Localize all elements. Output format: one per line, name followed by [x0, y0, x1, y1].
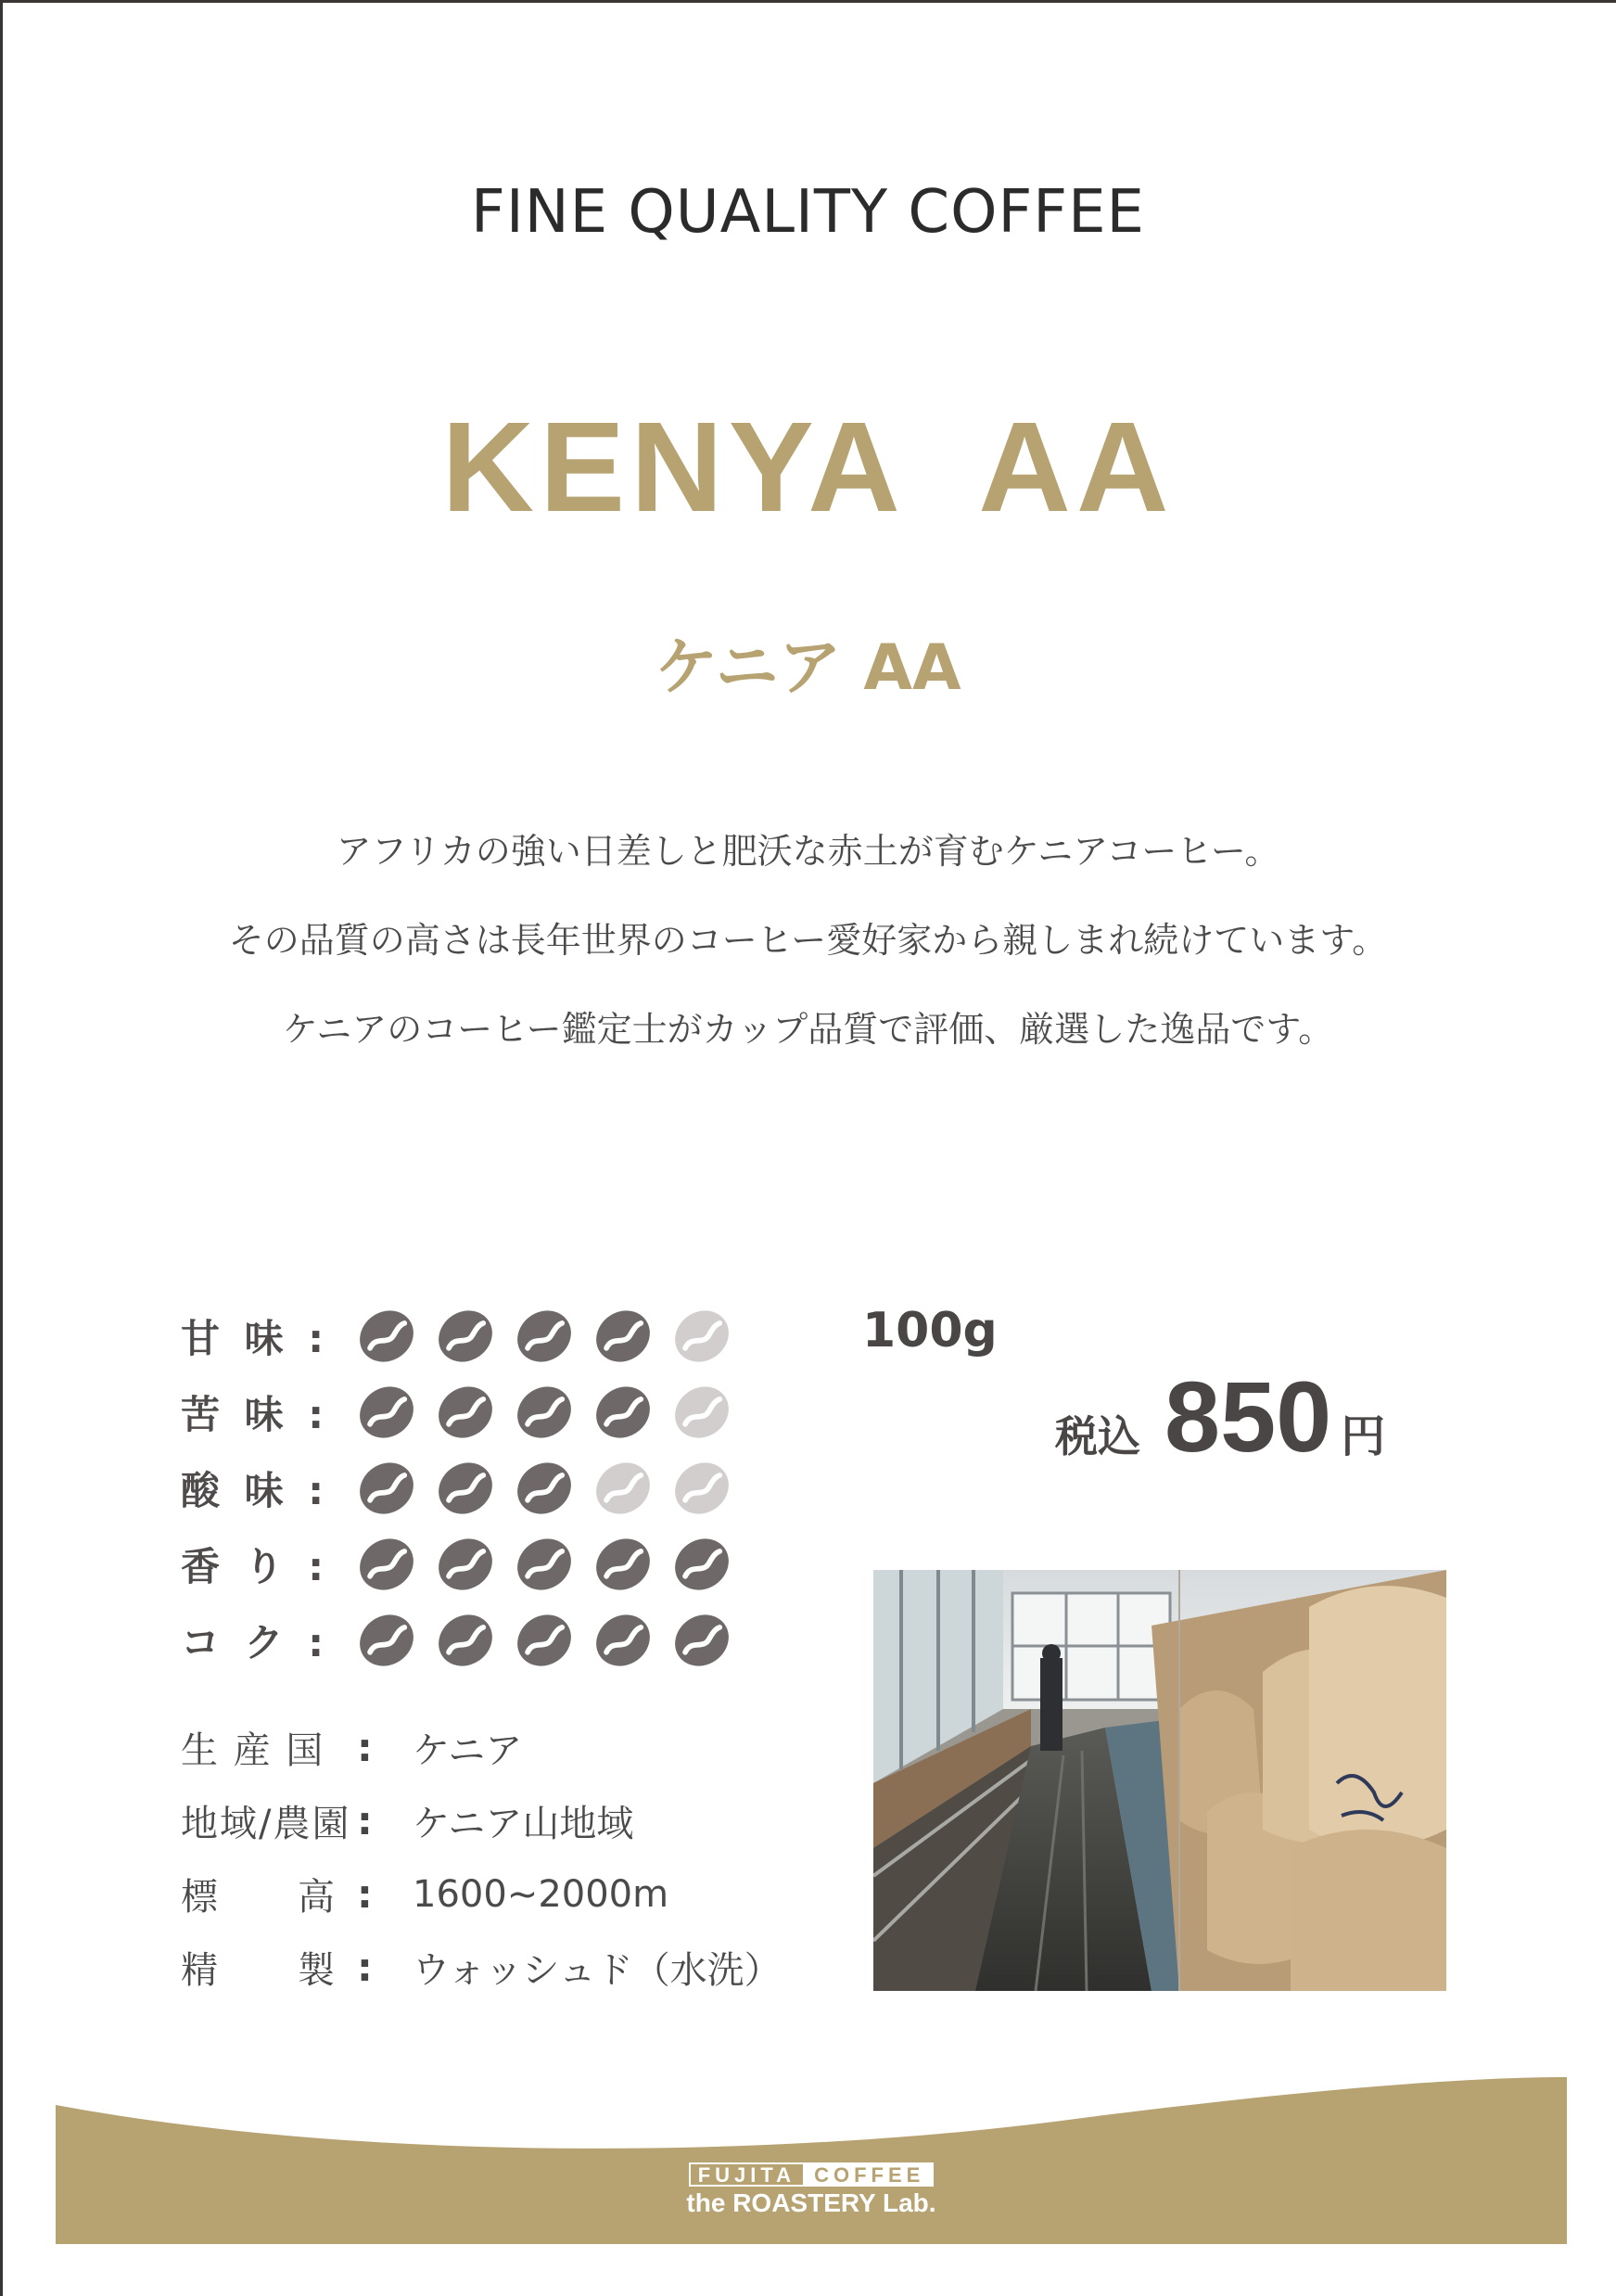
spec-row-region: [181, 1784, 782, 1857]
rating-label: 苦 味 :: [181, 1392, 330, 1437]
coffee-bean-filled-icon: [357, 1459, 416, 1518]
logo-top-line: [677, 2162, 946, 2187]
package-weight: 100g: [862, 1303, 998, 1358]
coffee-bean-filled-icon: [357, 1535, 416, 1594]
bean-rating: [357, 1459, 732, 1518]
spec-key: 地域/農園: [181, 1803, 351, 1845]
warehouse-photo: [873, 1570, 1446, 1991]
rating-row-acidity: [181, 1450, 732, 1526]
bean-rating: [357, 1307, 732, 1366]
tax-included-label: 税込: [1055, 1411, 1140, 1461]
coffee-bean-filled-icon: [357, 1383, 416, 1442]
coffee-bean-filled-icon: [672, 1535, 732, 1594]
spec-value: ウォッシュド（水洗）: [413, 1949, 782, 1992]
logo-fujita: FUJITA: [689, 2162, 805, 2187]
coffee-bean-filled-icon: [515, 1459, 574, 1518]
coffee-bean-empty-icon: [672, 1307, 732, 1366]
description-line: その品質の高さは長年世界のコーヒー愛好家から親しまれ続けています。: [228, 920, 1388, 961]
description-line: ケニアのコーヒー鑑定士がカップ品質で評価、厳選した逸品です。: [282, 1009, 1334, 1050]
footer-wave-shape: [56, 2077, 1567, 2244]
coffee-bean-filled-icon: [436, 1535, 495, 1594]
coffee-bean-empty-icon: [672, 1383, 732, 1442]
spec-separator: :: [357, 1871, 373, 1917]
coffee-bean-filled-icon: [436, 1611, 495, 1670]
bean-rating: [357, 1611, 732, 1670]
coffee-bean-filled-icon: [593, 1611, 653, 1670]
rating-row-bitterness: [181, 1374, 732, 1450]
coffee-bean-filled-icon: [593, 1383, 653, 1442]
rating-row-sweetness: [181, 1298, 732, 1374]
bean-rating: [357, 1383, 732, 1442]
price-amount: 850: [1164, 1360, 1332, 1473]
currency-label: 円: [1341, 1410, 1386, 1462]
spec-key: 生 産 国: [181, 1729, 325, 1772]
coffee-bean-empty-icon: [593, 1459, 653, 1518]
coffee-bean-filled-icon: [357, 1307, 416, 1366]
coffee-bean-filled-icon: [593, 1307, 653, 1366]
spec-separator: :: [357, 1725, 373, 1770]
rating-label: 香 り :: [181, 1544, 330, 1589]
logo-coffee: COFFEE: [805, 2162, 934, 2187]
taste-ratings: [181, 1298, 732, 1678]
spec-row-process: [181, 1931, 782, 2004]
description-line: アフリカの強い日差しと肥沃な赤土が育むケニアコーヒー。: [336, 831, 1280, 872]
spec-row-altitude: [181, 1857, 782, 1931]
spec-key: 精 製: [181, 1949, 337, 1992]
rating-row-body: [181, 1602, 732, 1678]
product-subtitle: ケニア AA: [655, 631, 961, 705]
brand-logo: [677, 2162, 946, 2218]
spec-row-country: [181, 1711, 782, 1784]
product-specs: [181, 1711, 782, 2004]
rating-row-aroma: [181, 1526, 732, 1602]
product-title: KENYA AA: [441, 396, 1175, 539]
coffee-bean-filled-icon: [515, 1383, 574, 1442]
spec-value: ケニア山地域: [413, 1803, 634, 1845]
coffee-bean-filled-icon: [436, 1459, 495, 1518]
coffee-bean-filled-icon: [515, 1611, 574, 1670]
spec-value: 1600~2000m: [413, 1872, 669, 1916]
coffee-bean-filled-icon: [593, 1535, 653, 1594]
logo-roastery-lab: the ROASTERY Lab.: [686, 2188, 936, 2217]
price-block: [1055, 1358, 1385, 1474]
coffee-bean-filled-icon: [515, 1535, 574, 1594]
footer-wave-band: [56, 2073, 1567, 2244]
coffee-bean-empty-icon: [672, 1459, 732, 1518]
coffee-bean-filled-icon: [515, 1307, 574, 1366]
coffee-bean-filled-icon: [357, 1611, 416, 1670]
spec-separator: :: [357, 1798, 373, 1843]
product-description: [0, 807, 1616, 1074]
eyebrow-heading: FINE QUALITY COFFEE: [471, 178, 1145, 247]
rating-label: 酸 味 :: [181, 1468, 330, 1513]
rating-label: コ ク :: [181, 1620, 330, 1665]
spec-value: ケニア: [413, 1729, 523, 1772]
coffee-bean-filled-icon: [672, 1611, 732, 1670]
spec-separator: :: [357, 1945, 373, 1990]
rating-label: 甘 味 :: [181, 1316, 330, 1361]
spec-key: 標 高: [181, 1876, 337, 1919]
coffee-bean-filled-icon: [436, 1383, 495, 1442]
coffee-bean-filled-icon: [436, 1307, 495, 1366]
bean-rating: [357, 1535, 732, 1594]
